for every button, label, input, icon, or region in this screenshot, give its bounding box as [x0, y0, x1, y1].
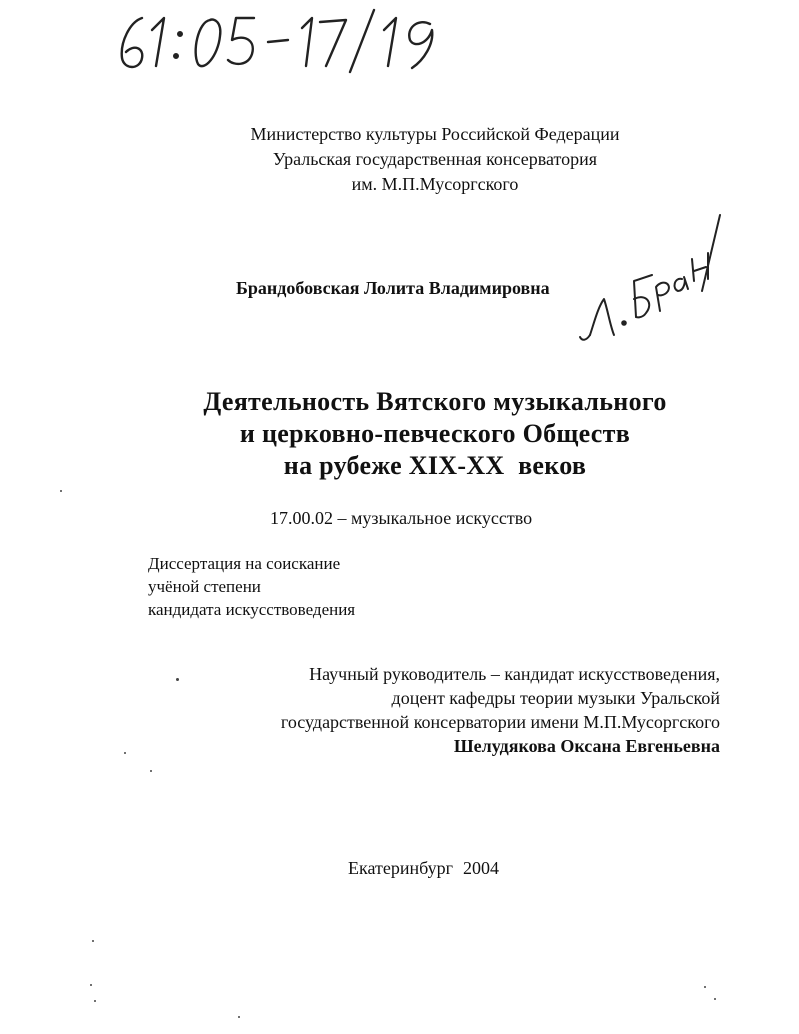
place: Екатеринбург [348, 858, 453, 878]
supervisor-block [200, 662, 720, 758]
scan-speck [60, 490, 62, 492]
degree-block [148, 552, 355, 621]
dissertation-title [120, 386, 750, 482]
conservatory-line: Уральская государственная консерватория [272, 149, 598, 169]
specialty-code: 17.00.02 – музыкальное искусство [270, 508, 533, 528]
handwritten-signature-drawing [560, 195, 735, 355]
title-line-2: и церковно-певческого Обществ [239, 419, 631, 448]
scan-speck [238, 1016, 240, 1018]
title-line-1: Деятельность Вятского музыкального [203, 387, 667, 416]
year: 2004 [462, 858, 499, 878]
supervisor-line-1: Научный руководитель – кандидат искусствоведения, [309, 664, 720, 684]
scan-speck [90, 984, 92, 986]
scan-speck [150, 770, 152, 772]
scan-speck [176, 678, 179, 681]
author-name: Брандобовская Лолита Владимировна [236, 278, 550, 298]
named-after-line: им. М.П.Мусоргского [351, 174, 519, 194]
supervisor-name: Шелудякова Оксана Евгеньевна [453, 736, 720, 756]
institution-block [200, 122, 670, 197]
degree-line-2: учёной степени [148, 577, 261, 596]
place-and-year [348, 858, 499, 879]
scan-speck [714, 998, 716, 1000]
degree-line-1: Диссертация на соискание [148, 554, 341, 573]
handwritten-signature [560, 195, 735, 355]
supervisor-line-3: государственной консерватории имени М.П.Мусоргского [280, 712, 720, 732]
scan-speck [92, 940, 94, 942]
scan-speck [94, 1000, 96, 1002]
scan-speck [124, 752, 126, 754]
degree-line-3: кандидата искусствоведения [148, 600, 356, 619]
handwritten-archive-code-drawing [112, 4, 462, 76]
handwritten-archive-code [112, 4, 462, 76]
ministry-line: Министерство культуры Российской Федерации [250, 124, 620, 144]
scan-speck [704, 986, 706, 988]
title-line-3: на рубеже XIX-XX веков [283, 451, 587, 480]
supervisor-line-2: доцент кафедры теории музыки Уральской [391, 688, 720, 708]
